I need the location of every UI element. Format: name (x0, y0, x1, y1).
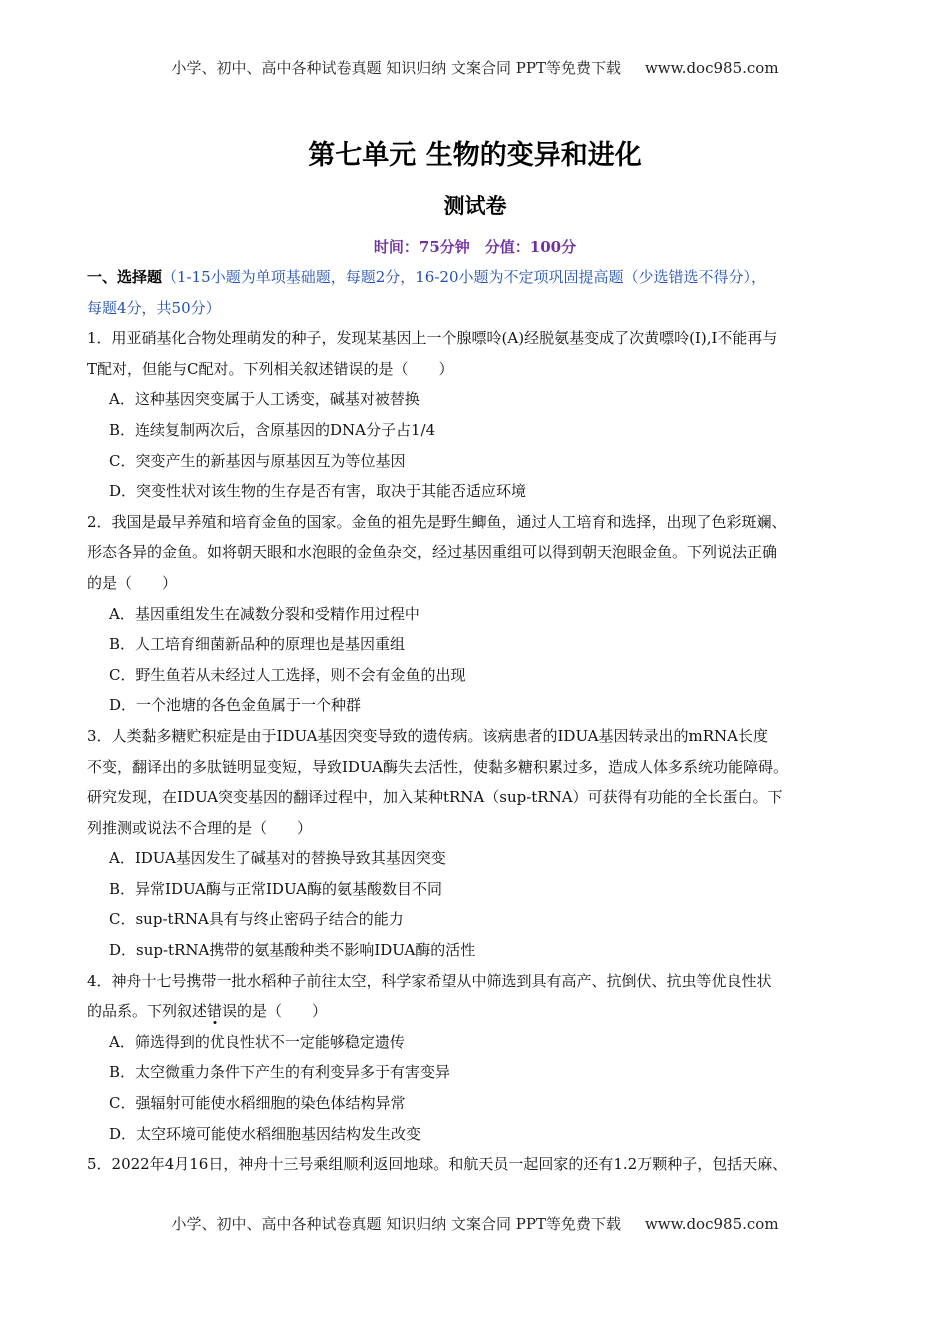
question-stem-line: T配对，但能与C配对。下列相关叙述错误的是（ ） (87, 359, 454, 378)
question-3 (87, 721, 862, 966)
option-a: A．筛选得到的优良性状不一定能够稳定遗传 (109, 1032, 405, 1051)
option-c: C．野生鱼若从未经过人工选择，则不会有金鱼的出现 (109, 665, 466, 684)
question-stem-line: 不变，翻译出的多肽链明显变短，导致IDUA酶失去活性，使黏多糖积累过多，造成人体多系统功能障碍。 (87, 757, 788, 776)
option-a: A．IDUA基因发生了碱基对的替换导致其基因突变 (109, 849, 446, 868)
stem-text: 误的是（ ） (222, 1002, 328, 1021)
question-stem-line: 形态各异的金鱼。如将朝天眼和水泡眼的金鱼杂交，经过基因重组可以得到朝天泡眼金鱼。下列说法正确 (87, 543, 778, 562)
question-stem-line: 的是（ ） (87, 573, 178, 592)
page-header (0, 57, 950, 78)
question-stem-line: 3．人类黏多糖贮积症是由于IDUA基因突变导致的遗传病。该病患者的IDUA基因转录出的mRNA长度 (87, 726, 768, 745)
option-a: A．这种基因突变属于人工诱变，碱基对被替换 (109, 390, 420, 409)
option-b: B．连续复制两次后，含原基因的DNA分子占1/4 (109, 420, 436, 439)
page-footer (0, 1213, 950, 1234)
question-5 (87, 1149, 862, 1180)
question-1 (87, 323, 862, 507)
option-a: A．基因重组发生在减数分裂和受精作用过程中 (109, 604, 420, 623)
exam-meta: 时间：75分钟 分值：100分 (373, 238, 577, 256)
option-c: C．sup-tRNA具有与终止密码子结合的能力 (109, 910, 404, 929)
question-2 (87, 507, 862, 721)
option-b: B．异常IDUA酶与正常IDUA酶的氨基酸数目不同 (109, 879, 442, 898)
option-c: C．突变产生的新基因与原基因互为等位基因 (109, 451, 406, 470)
option-d: D．sup-tRNA携带的氨基酸种类不影响IDUA酶的活性 (109, 941, 476, 960)
section-title: 一、选择题 (87, 268, 163, 286)
stem-text: 的品系。下列叙述 (87, 1002, 208, 1021)
question-stem-line (87, 996, 862, 1027)
footer-site-link[interactable]: www.doc985.com (644, 1215, 779, 1233)
question-stem-line: 列推测或说法不合理的是（ ） (87, 818, 313, 837)
question-stem-line: 2．我国是最早养殖和培育金鱼的国家。金鱼的祖先是野生鲫鱼，通过人工培育和选择，出现了色彩斑斓、 (87, 512, 787, 531)
option-d: D．突变性状对该生物的生存是否有害，取决于其能否适应环境 (109, 482, 527, 501)
header-text: 小学、初中、高中各种试卷真题 知识归纳 文案合同 PPT等免费下载 (171, 59, 621, 77)
question-stem-line: 4．神舟十七号携带一批水稻种子前往太空，科学家希望从中筛选到具有高产、抗倒伏、抗虫等优良性状 (87, 971, 772, 990)
option-b: B．太空微重力条件下产生的有利变异多于有害变异 (109, 1063, 451, 1082)
footer-text: 小学、初中、高中各种试卷真题 知识归纳 文案合同 PPT等免费下载 (171, 1215, 621, 1233)
question-stem-line: 1．用亚硝基化合物处理萌发的种子，发现某基因上一个腺嘌呤(A)经脱氨基变成了次黄嘌呤(I),I不能再与 (87, 329, 778, 348)
section-note-2: 每题4分，共50分） (87, 298, 221, 317)
option-c: C．强辐射可能使水稻细胞的染色体结构异常 (109, 1094, 406, 1113)
option-d: D．太空环境可能使水稻细胞基因结构发生改变 (109, 1124, 422, 1143)
section-note-1: （1-15小题为单项基础题，每题2分，16-20小题为不定项巩固提高题（少选错选不得分）， (162, 268, 767, 286)
exam-content (87, 262, 862, 1180)
header-site-link[interactable]: www.doc985.com (644, 59, 779, 77)
option-d: D．一个池塘的各色金鱼属于一个种群 (109, 696, 362, 715)
option-b: B．人工培育细菌新品种的原理也是基因重组 (109, 635, 406, 654)
question-4 (87, 966, 862, 1150)
document-subtitle: 测试卷 (443, 194, 507, 218)
section-heading-line (87, 262, 862, 293)
question-stem-line: 研究发现，在IDUA突变基因的翻译过程中，加入某种tRNA（sup-tRNA）可获得有功能的全长蛋白。下 (87, 788, 783, 807)
emphasis-mark: 错 (207, 1002, 223, 1021)
question-stem-line: 5．2022年4月16日，神舟十三号乘组顺利返回地球。和航天员一起回家的还有1.2万颗种子，包括天麻、 (87, 1155, 788, 1174)
document-title: 第七单元 生物的变异和进化 (308, 140, 642, 171)
